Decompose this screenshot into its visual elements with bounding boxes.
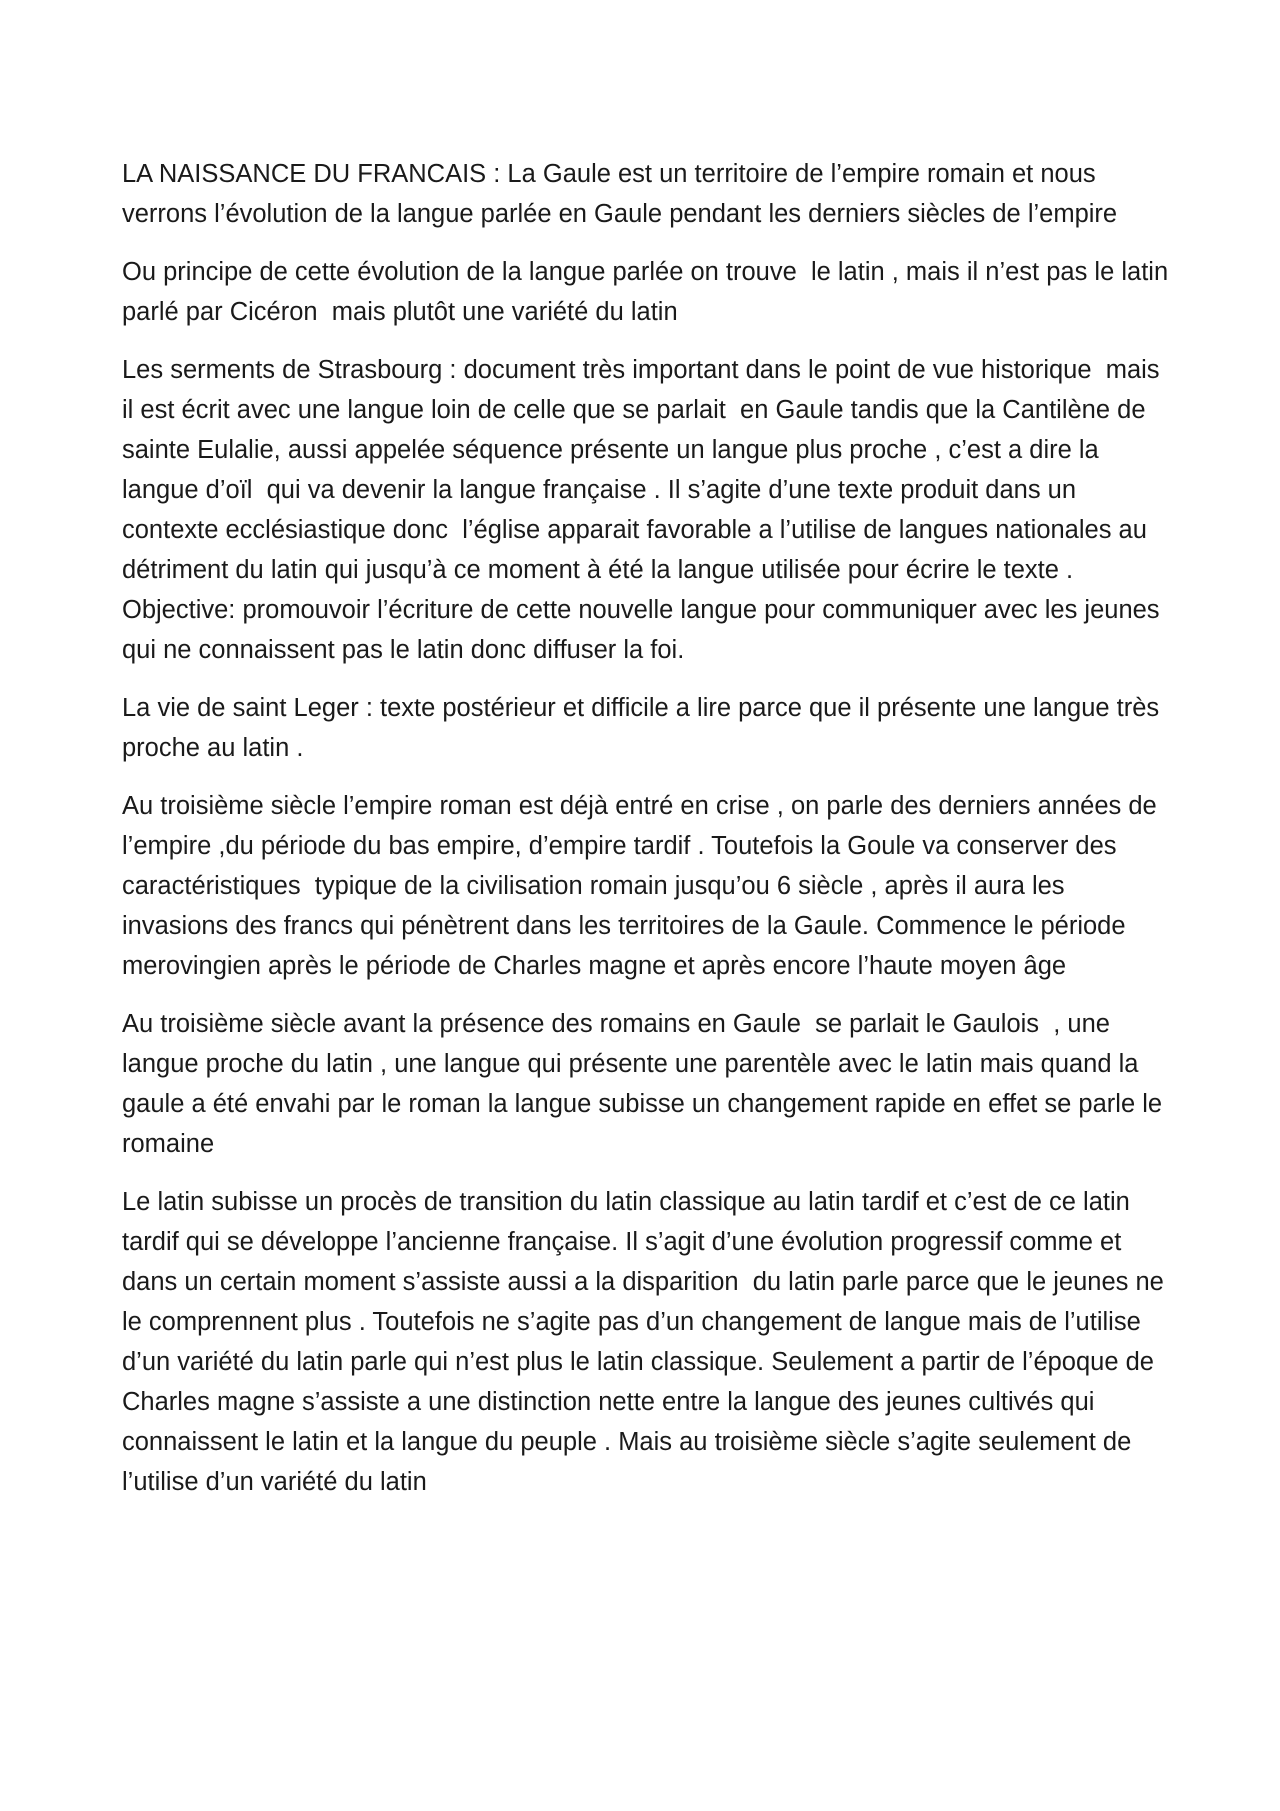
- paragraph: La vie de saint Leger : texte postérieur et difficile a lire parce que il présente une langue très proche au latin .: [122, 694, 1167, 762]
- paragraph: Au troisième siècle avant la présence des romains en Gaule se parlait le Gaulois , une langue proche du latin , une langue qui présente une parentèle avec le latin mais quand la gaule a été envahi par le roman la langue subisse un changement rapide en effet se parle le romaine: [122, 1010, 1170, 1158]
- document-body: [122, 154, 1176, 1520]
- paragraph: Les serments de Strasbourg : document très important dans le point de vue historique mais il est écrit avec une langue loin de celle que se parlait en Gaule tandis que la Cantilène de sainte Eulalie, aussi appelée séquence présente un langue plus proche , c’est a dire la langue d’oïl qui va devenir la langue française . Il s’agite d’une texte produit dans un contexte ecclésiastique donc l’église apparait favorable a l’utilise de langues nationales au détriment du latin qui jusqu’à ce moment à été la langue utilisée pour écrire le texte . Objective: promouvoir l’écriture de cette nouvelle langue pour communiquer avec les jeunes qui ne connaissent pas le latin donc diffuser la foi.: [122, 356, 1167, 664]
- paragraph: Au troisième siècle l’empire roman est déjà entré en crise , on parle des derniers années de l’empire ,du période du bas empire, d’empire tardif . Toutefois la Goule va conserver des caractéristiques typique de la civilisation romain jusqu’ou 6 siècle , après il aura les invasions des francs qui pénètrent dans les territoires de la Gaule. Commence le période merovingien après le période de Charles magne et après encore l’haute moyen âge: [122, 792, 1164, 980]
- paragraph: Ou principe de cette évolution de la langue parlée on trouve le latin , mais il n’est pas le latin parlé par Cicéron mais plutôt une variété du latin: [122, 258, 1176, 326]
- paragraph-title: LA NAISSANCE DU FRANCAIS : La Gaule est un territoire de l’empire romain et nous verrons l’évolution de la langue parlée en Gaule pendant les derniers siècles de l’empire: [122, 160, 1118, 228]
- paragraph: Le latin subisse un procès de transition du latin classique au latin tardif et c’est de ce latin tardif qui se développe l’ancienne française. Il s’agit d’une évolution progressif comme et dans un certain moment s’assiste aussi a la disparition du latin parle parce que le jeunes ne le comprennent plus . Toutefois ne s’agite pas d’un changement de langue mais de l’utilise d’un variété du latin parle qui n’est plus le latin classique. Seulement a partir de l’époque de Charles magne s’assiste a une distinction nette entre la langue des jeunes cultivés qui connaissent le latin et la langue du peuple . Mais au troisième siècle s’agite seulement de l’utilise d’un variété du latin: [122, 1188, 1171, 1496]
